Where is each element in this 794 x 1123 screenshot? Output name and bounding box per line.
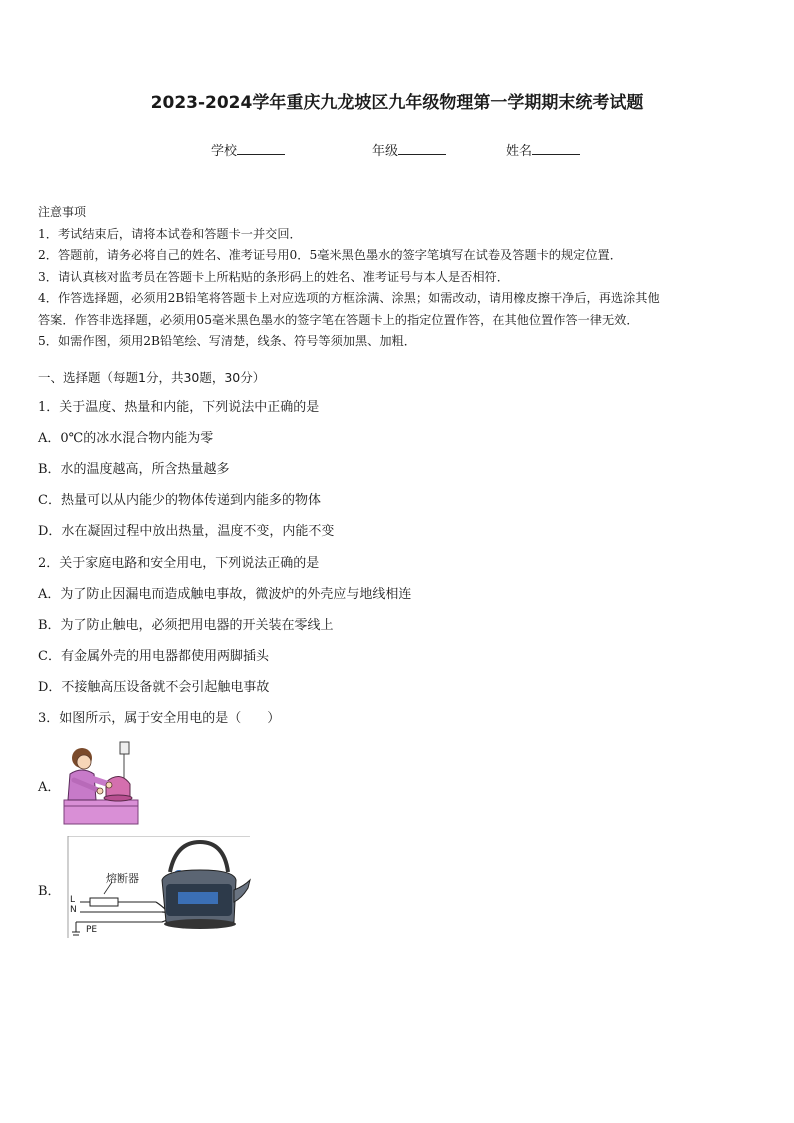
notes-item: 5．如需作图，须用2B铅笔绘、写清楚，线条、符号等须加黑、加粗． xyxy=(38,334,416,348)
question-3-option-a-label: A． xyxy=(38,780,61,795)
grade-field xyxy=(372,140,446,159)
line-pe-label: PE xyxy=(86,925,98,935)
question-2-option-c: C．有金属外壳的用电器都使用两脚插头 xyxy=(38,649,269,664)
question-2-stem: 2．关于家庭电路和安全用电，下列说法正确的是 xyxy=(38,556,320,571)
notes-heading: 注意事项 xyxy=(38,205,87,219)
fuse-label: 熔断器 xyxy=(106,872,139,885)
exam-notes xyxy=(38,202,758,353)
woman-appliance-illustration xyxy=(60,740,140,826)
section-title: 一、选择题（每题1分，共30题，30分） xyxy=(38,370,266,385)
notes-item: 3．请认真核对监考员在答题卡上所粘贴的条形码上的姓名、准考证号与本人是否相符． xyxy=(38,269,509,284)
name-label: 姓名 xyxy=(506,144,533,159)
question-2-option-b: B．为了防止触电，必须把用电器的开关装在零线上 xyxy=(38,618,334,633)
question-3-stem: 3．如图所示，属于安全用电的是（ ） xyxy=(38,711,281,726)
question-1-stem: 1．关于温度、热量和内能，下列说法中正确的是 xyxy=(38,400,320,415)
school-label: 学校 xyxy=(211,144,238,159)
name-blank xyxy=(532,142,580,155)
question-2-option-a: A．为了防止因漏电而造成触电事故，微波炉的外壳应与地线相连 xyxy=(38,587,412,602)
question-3-option-b-label: B． xyxy=(38,884,61,899)
school-blank xyxy=(237,142,285,155)
question-2-option-d: D．不接触高压设备就不会引起触电事故 xyxy=(38,680,270,695)
school-field xyxy=(211,140,285,159)
notes-item: 2．答题前，请务必将自己的姓名、准考证号用0．5毫米黑色墨水的签字笔填写在试卷及答题卡的规定位置． xyxy=(38,248,622,262)
page-title: 2023-2024学年重庆九龙坡区九年级物理第一学期期末统考试题 xyxy=(150,93,644,113)
question-1-option-d: D．水在凝固过程中放出热量，温度不变，内能不变 xyxy=(38,524,335,539)
question-1-option-c: C．热量可以从内能少的物体传递到内能多的物体 xyxy=(38,493,321,508)
notes-item: 4．作答选择题，必须用2B铅笔将答题卡上对应选项的方框涂满、涂黑；如需改动，请用橡皮擦干净后，再选涂其他 xyxy=(38,291,660,305)
notes-item: 答案．作答非选择题，必须用05毫米黑色墨水的签字笔在答题卡上的指定位置作答，在其他位置作答一律无效． xyxy=(38,312,639,327)
grade-blank xyxy=(398,142,446,155)
question-1-option-a: A．0℃的冰水混合物内能为零 xyxy=(38,431,214,446)
grade-label: 年级 xyxy=(372,144,399,159)
notes-item: 1．考试结束后，请将本试卷和答题卡一并交回． xyxy=(38,226,302,241)
question-1-option-b: B．水的温度越高，所含热量越多 xyxy=(38,462,230,477)
line-n-label: N xyxy=(70,905,77,915)
name-field xyxy=(506,140,580,159)
kettle-circuit-figure xyxy=(66,836,252,940)
line-l-label: L xyxy=(70,895,76,905)
